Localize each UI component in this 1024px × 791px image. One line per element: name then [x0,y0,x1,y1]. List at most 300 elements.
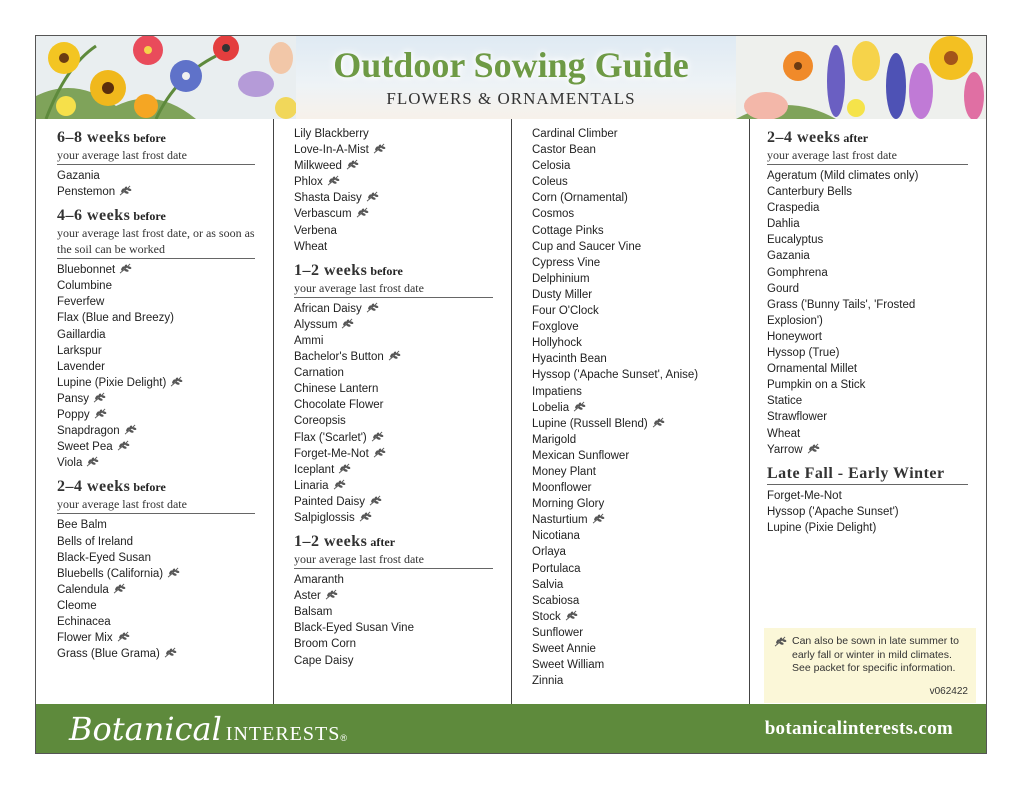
plant-name: Hollyhock [532,337,582,350]
sowing-guide-sheet [35,35,987,754]
leaf-icon [117,631,130,642]
plant-list-item [294,333,493,349]
section-subheading: your average last frost date [294,552,424,567]
plant-list-item [767,200,968,216]
section-relation: after [840,131,869,145]
plant-list [57,262,255,471]
plant-name: Impatiens [532,385,582,398]
plant-name: Hyssop ('Apache Sunset') [767,505,899,518]
plant-list-item [532,561,731,577]
plant-name: Iceplant [294,463,335,476]
plant-name: Lobelia [532,401,570,414]
section-timing: 4–6 weeks [57,207,131,225]
plant-list-item [532,384,731,400]
plant-list-item [294,588,493,604]
leaf-icon [327,175,340,186]
leaf-icon [346,159,359,170]
leaf-icon [369,495,382,506]
plant-name: Salvia [532,578,564,591]
plant-list-item [532,255,731,271]
plant-list-item [767,281,968,297]
column-3 [512,119,750,704]
plant-list-item [532,432,731,448]
plant-name: Bluebonnet [57,264,116,277]
plant-list-item [767,265,968,281]
plant-list-item [57,534,255,550]
plant-name: Grass (Blue Grama) [57,648,160,661]
plant-name: Yarrow [767,443,803,456]
leaf-icon [86,456,99,467]
plant-name: Coreopsis [294,415,346,428]
plant-name: Amaranth [294,574,344,587]
plant-list-item [294,381,493,397]
plant-list-item [294,174,493,190]
column-2 [274,119,512,704]
plant-name: Morning Glory [532,498,605,511]
brand-caps: INTERESTS [225,723,341,745]
plant-name: Cape Daisy [294,654,354,667]
plant-name: Lupine (Russell Blend) [532,417,648,430]
plant-list-item [57,614,255,630]
section-subheading: your average last frost date [57,497,187,512]
plant-list-item [294,365,493,381]
plant-name: Black-Eyed Susan Vine [294,622,414,635]
leaf-icon [356,207,369,218]
plant-name: Ornamental Millet [767,363,858,376]
plant-name: Bee Balm [57,519,107,532]
plant-list-item [532,480,731,496]
plant-name: Broom Corn [294,638,356,651]
plant-name: Snapdragon [57,425,120,438]
schedule-section [57,207,255,471]
section-relation: before [130,209,166,224]
plant-name: Black-Eyed Susan [57,551,151,564]
plant-name: Milkweed [294,160,342,173]
plant-list-item [532,126,731,142]
plant-list-item [57,168,255,184]
plant-list-item [767,393,968,409]
plant-name: Alyssum [294,318,338,331]
plant-list-item [532,657,731,673]
plant-list-item [294,620,493,636]
leaf-icon [124,424,137,435]
plant-name: Nasturtium [532,514,588,527]
plant-list-item [294,446,493,462]
plant-list-item [532,319,731,335]
section-heading [767,129,968,165]
plant-name: Hyacinth Bean [532,353,607,366]
plant-list-item [532,464,731,480]
plant-list-item [767,216,968,232]
plant-list-item [767,232,968,248]
plant-list-item [294,397,493,413]
plant-list-item [57,566,255,582]
plant-list-item [57,550,255,566]
plant-list-item [532,625,731,641]
plant-name: Dusty Miller [532,288,593,301]
section-subheading: your average last frost date, or as soon as the soil can be worked [57,226,255,257]
leaf-icon [113,583,126,594]
footer-bar [36,704,986,753]
section-heading [57,207,255,259]
website-link[interactable]: botanicalinterests.com [764,718,953,739]
plant-name: Ageratum (Mild climates only) [767,170,919,182]
plant-list-item [767,168,968,184]
leaf-icon [93,392,106,403]
leaf-icon [371,431,384,442]
plant-name: Canterbury Bells [767,186,853,199]
plant-name: Balsam [294,606,333,619]
schedule-section [294,262,493,526]
plant-name: Cardinal Climber [532,128,618,140]
version-code: v062422 [929,685,968,697]
plant-name: Aster [294,590,321,603]
section-timing: 6–8 weeks [57,129,131,146]
plant-name: Chinese Lantern [294,383,379,396]
plant-list [532,126,731,689]
plant-name: Money Plant [532,465,596,478]
leaf-icon [119,263,132,274]
section-relation: after [367,535,396,550]
plant-list-item [767,442,968,458]
section-relation: before [367,263,403,278]
plant-list [57,168,255,200]
schedule-section [294,126,493,255]
page-subtitle: FLOWERS & ORNAMENTALS [386,89,636,108]
leaf-icon [117,440,130,451]
plant-list-item [294,206,493,222]
plant-list-item [532,416,731,432]
brand-logo [69,710,347,748]
plant-list [294,572,493,669]
leaf-icon [373,143,386,154]
plant-list-item [57,517,255,533]
section-subheading: your average last frost date [767,148,897,162]
leaf-icon [652,417,665,428]
plant-list [294,301,493,526]
plant-list-item [532,142,731,158]
plant-list-item [294,158,493,174]
plant-list-item [532,528,731,544]
plant-list [57,517,255,662]
plant-name: Bluebells (California) [57,567,164,580]
plant-name: Orlaya [532,546,566,559]
plant-name: Flower Mix [57,632,113,645]
plant-name: Verbena [294,224,337,237]
section-heading [57,478,255,514]
plant-name: Statice [767,395,803,408]
leaf-icon [167,567,180,578]
plant-list-item [294,223,493,239]
plant-list-item [532,367,731,383]
plant-list-item [294,317,493,333]
plant-list-item [57,407,255,423]
plant-name: Gourd [767,282,799,295]
header-banner [36,36,986,119]
plant-name: Zinnia [532,675,564,688]
plant-name: Larkspur [57,344,102,357]
section-timing: 2–4 weeks [57,478,131,496]
schedule-section [532,126,731,689]
plant-name: Bachelor's Button [294,351,384,364]
schedule-section [57,129,255,200]
plant-name: Moonflower [532,482,592,495]
plant-name: Feverfew [57,296,105,309]
plant-name: Painted Daisy [294,495,365,508]
plant-list-item [767,377,968,393]
plant-name: Wheat [767,427,801,440]
plant-list-item [57,582,255,598]
plant-name: Strawflower [767,411,828,424]
schedule-section [767,465,968,536]
plant-name: Dahlia [767,218,800,231]
plant-list-item [294,413,493,429]
plant-list-item [532,287,731,303]
plant-list-item [532,174,731,190]
section-relation: before [130,480,166,495]
plant-list-item [57,327,255,343]
plant-name: Castor Bean [532,144,596,157]
leaf-icon [807,443,820,454]
plant-name: Lily Blackberry [294,128,369,140]
plant-list-item [767,184,968,200]
schedule-section [767,129,968,458]
plant-list-item [57,598,255,614]
leaf-icon [366,302,379,313]
plant-name: Portulaca [532,562,581,575]
plant-name: Marigold [532,433,577,446]
plant-name: Celosia [532,160,571,173]
plant-name: Sweet William [532,659,605,672]
plant-list-item [532,271,731,287]
leaf-icon [359,511,372,522]
plant-list-item [294,301,493,317]
plant-name: Shasta Daisy [294,192,362,205]
plant-list-item [767,426,968,442]
plant-name: Cleome [57,599,97,612]
plant-list-item [767,488,968,504]
plant-list-item [767,329,968,345]
leaf-icon [774,636,787,647]
plant-list-item [532,577,731,593]
leaf-icon [366,191,379,202]
plant-name: Cup and Saucer Vine [532,240,642,253]
plant-list-item [532,512,731,528]
section-timing: 2–4 weeks [767,129,841,146]
column-1 [36,119,274,704]
schedule-section [57,478,255,662]
leaf-icon [388,350,401,361]
plant-name: Sunflower [532,626,584,639]
plant-name: Bells of Ireland [57,535,134,548]
plant-list-item [57,630,255,646]
plant-list-item [532,206,731,222]
plant-list-item [532,335,731,351]
plant-name: Viola [57,457,83,470]
plant-name: Poppy [57,409,90,422]
plant-list-item [294,572,493,588]
plant-name: Love-In-A-Mist [294,144,369,157]
plant-list-item [57,359,255,375]
plant-name: Forget-Me-Not [294,447,369,460]
plant-list-item [57,646,255,662]
plant-name: Mexican Sunflower [532,449,630,462]
leaf-icon [94,408,107,419]
plant-name: Calendula [57,583,109,596]
brand-script: Botanical [69,710,222,748]
plant-name: Gazania [57,170,100,182]
leaf-icon [573,401,586,412]
plant-name: Corn (Ornamental) [532,192,628,205]
plant-list-item [532,544,731,560]
plant-name: Four O'Clock [532,305,599,318]
leaf-icon [373,447,386,458]
leaf-icon [164,647,177,658]
plant-list-item [532,673,731,689]
plant-list-item [294,190,493,206]
plant-list-item [57,423,255,439]
plant-list-item [532,223,731,239]
plant-name: Chocolate Flower [294,399,384,412]
plant-list-item [294,636,493,652]
plant-name: Salpiglossis [294,511,355,524]
plant-list-item [532,641,731,657]
section-timing: Late Fall - Early Winter [767,464,945,482]
plant-list [767,168,968,458]
leaf-icon [170,376,183,387]
plant-list-item [57,439,255,455]
plant-name: Forget-Me-Not [767,489,842,502]
plant-name: Gaillardia [57,328,106,341]
plant-list-item [532,400,731,416]
plant-list-item [767,409,968,425]
plant-name: Honeywort [767,330,822,343]
plant-list-item [532,190,731,206]
plant-list-item [532,448,731,464]
plant-name: Hyssop ('Apache Sunset', Anise) [532,369,699,382]
leaf-icon [565,610,578,621]
schedule-section [294,533,493,669]
plant-list-item [57,294,255,310]
plant-name: Sweet Pea [57,441,113,454]
plant-name: Lupine (Pixie Delight) [767,521,877,534]
plant-name: Eucalyptus [767,234,824,247]
plant-list-item [57,262,255,278]
plant-name: Stock [532,610,561,623]
plant-name: Gazania [767,250,810,263]
plant-list [767,488,968,536]
plant-name: Ammi [294,334,324,347]
section-heading [294,533,493,569]
section-relation: before [130,131,166,145]
plant-list-item [294,462,493,478]
plant-name: Scabiosa [532,594,580,607]
plant-name: Lavender [57,360,105,373]
plant-name: Grass ('Bunny Tails', 'Frosted Explosion') [767,298,916,327]
plant-list-item [294,430,493,446]
plant-name: Echinacea [57,615,111,628]
plant-list-item [57,184,255,200]
plant-name: Lupine (Pixie Delight) [57,376,167,389]
plant-name: Columbine [57,280,112,293]
plant-list-item [767,520,968,536]
plant-list-item [767,361,968,377]
plant-list-item [767,345,968,361]
plant-list-item [294,653,493,669]
note-text: Can also be sown in late summer to early fall or winter in mild climates. See packet for specific information. [792,635,959,674]
plant-list-item [532,609,731,625]
plant-name: Carnation [294,367,344,380]
plant-name: Nicotiana [532,530,580,543]
leaf-icon [325,589,338,600]
plant-list-item [767,504,968,520]
leaf-icon [119,185,132,196]
plant-list-item [57,310,255,326]
section-subheading: your average last frost date [294,280,424,295]
plant-list-item [294,494,493,510]
plant-list-item [532,239,731,255]
plant-list-item [57,375,255,391]
section-heading [57,129,255,165]
page-title: Outdoor Sowing Guide [333,45,689,85]
plant-list-item [294,510,493,526]
plant-name: Cosmos [532,208,575,221]
plant-list-item [294,604,493,620]
plant-name: Linaria [294,479,329,492]
plant-list-item [294,142,493,158]
plant-name: Phlox [294,176,323,189]
section-subheading: your average last frost date [57,148,187,162]
plant-name: Hyssop (True) [767,347,840,360]
plant-list-item [294,478,493,494]
plant-name: Cottage Pinks [532,224,604,237]
plant-name: African Daisy [294,302,362,315]
plant-list-item [294,126,493,142]
plant-name: Gomphrena [767,266,828,279]
plant-list-item [57,343,255,359]
section-heading [294,262,493,298]
section-heading [767,465,968,485]
plant-list-item [532,351,731,367]
plant-name: Coleus [532,176,568,189]
section-timing: 1–2 weeks [294,533,368,551]
plant-name: Pumpkin on a Stick [767,379,866,392]
column-4 [750,119,986,704]
leaf-icon [341,318,354,329]
plant-name: Flax (Blue and Breezy) [57,312,174,325]
registered-mark: ® [340,733,347,743]
plant-list-item [767,297,968,329]
leaf-legend-note [764,628,976,703]
plant-name: Pansy [57,392,89,405]
plant-name: Sweet Annie [532,643,596,655]
plant-list-item [294,239,493,255]
plant-name: Wheat [294,240,328,253]
plant-name: Delphinium [532,272,590,285]
leaf-icon [333,479,346,490]
plant-name: Craspedia [767,202,820,215]
plant-list-item [294,349,493,365]
leaf-icon [338,463,351,474]
plant-name: Penstemon [57,186,116,199]
plant-list [294,126,493,255]
plant-list-item [767,248,968,264]
plant-list-item [532,496,731,512]
plant-list-item [57,278,255,294]
plant-name: Flax ('Scarlet') [294,431,367,444]
plant-list-item [532,303,731,319]
plant-list-item [532,593,731,609]
